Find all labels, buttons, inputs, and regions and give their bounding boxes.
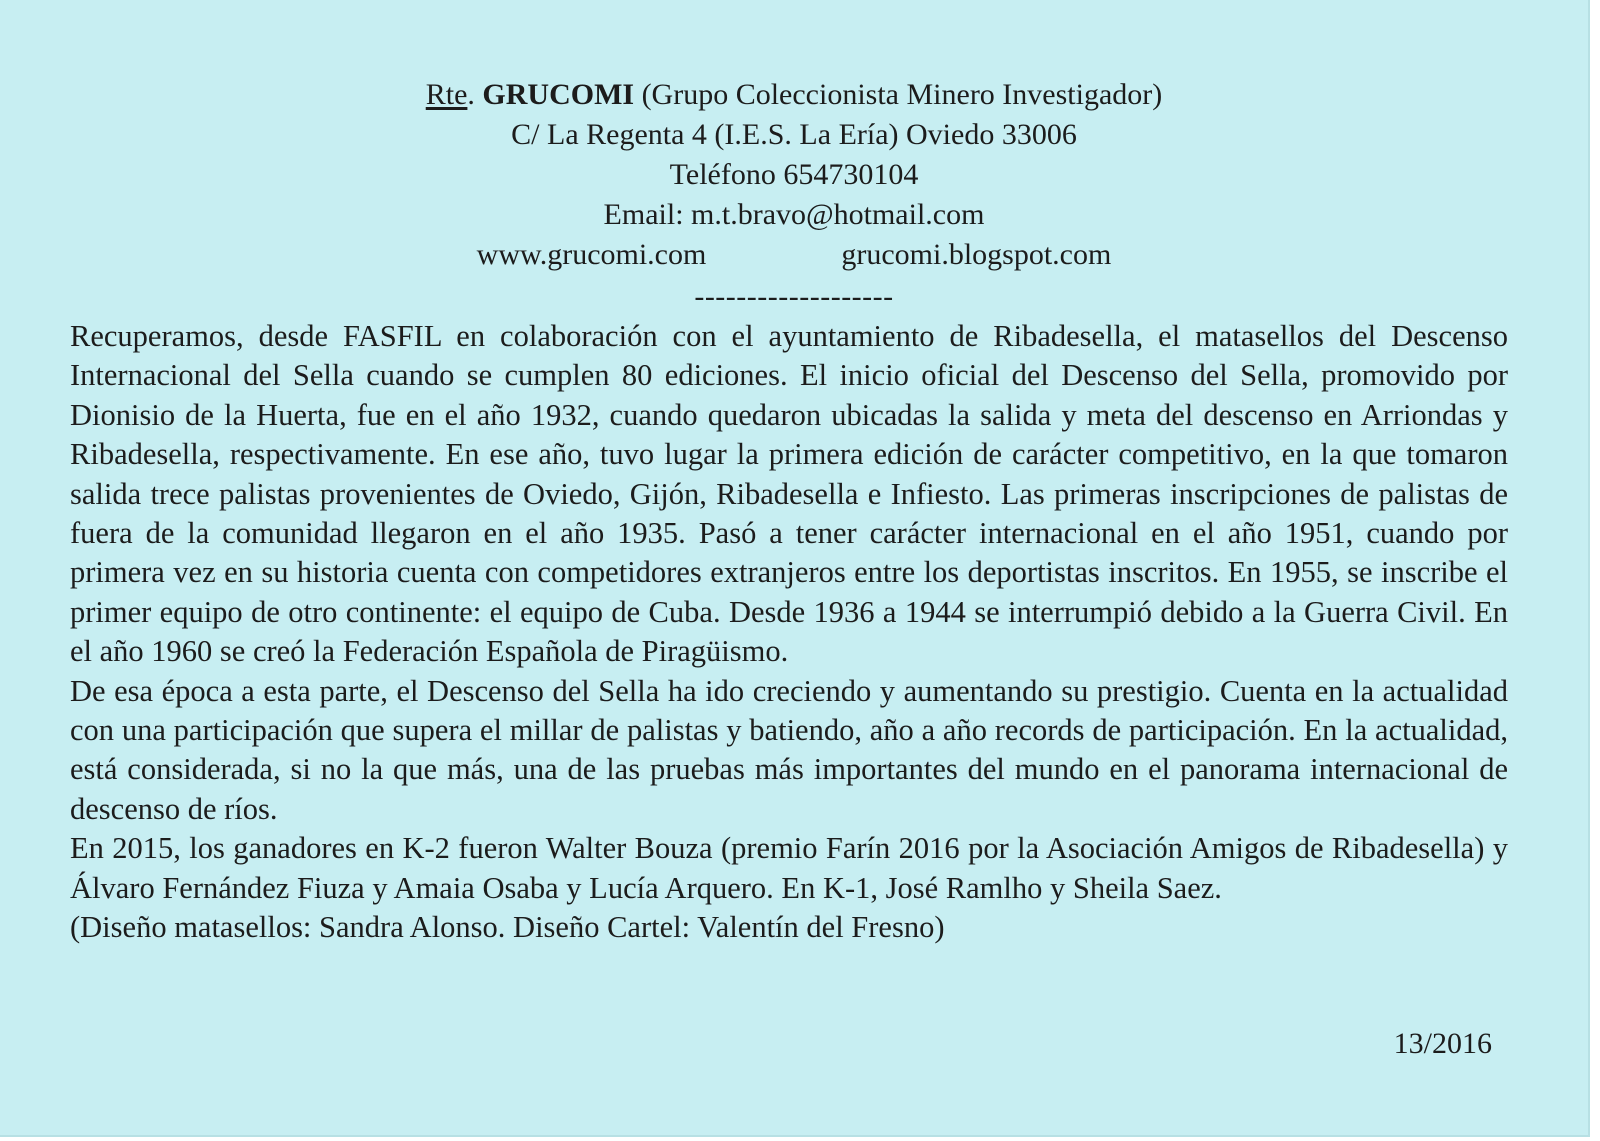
blog-link[interactable]: grucomi.blogspot.com — [841, 238, 1112, 271]
paragraph-winners: En 2015, los ganadores en K-2 fueron Walter Bouza (premio Farín 2016 por la Asociación Amigos de Ribadesella) y Álvaro Fernández Fiuza y Amaia Osaba y Lucía Arquero. En K-1, José Ramlho y Sheila Saez. — [70, 831, 1508, 905]
body-text — [70, 317, 1508, 948]
sender-label-dot: . — [467, 78, 475, 111]
sender-header — [0, 75, 1588, 317]
issue-number: 13/2016 — [1393, 1027, 1492, 1060]
organization-full-name: (Grupo Coleccionista Minero Investigador) — [641, 78, 1163, 111]
paragraph-credits: (Diseño matasellos: Sandra Alonso. Diseño Cartel: Valentín del Fresno) — [70, 910, 945, 945]
email-line: Email: m.t.bravo@hotmail.com — [603, 198, 985, 231]
address-line: C/ La Regenta 4 (I.E.S. La Ería) Oviedo 33006 — [511, 118, 1077, 151]
sender-label: Rte — [425, 78, 468, 111]
phone-line: Teléfono 654730104 — [669, 158, 919, 191]
header-divider: ------------------- — [694, 280, 894, 313]
sender-line — [0, 75, 1588, 115]
paragraph-prestige: De esa época a esta parte, el Descenso del Sella ha ido creciendo y aumentando su prestigio. Cuenta en la actualidad con una participación que supera el millar de palistas y batiendo, año a año records de participación. En la actualidad, está considerada, si no la que más, una de las pruebas más importantes del mundo en el panorama internacional de descenso de ríos. — [70, 673, 1508, 826]
web-line — [0, 235, 1588, 275]
paragraph-history: Recuperamos, desde FASFIL en colaboración con el ayuntamiento de Ribadesella, el matasellos del Descenso Internacional del Sella cuando se cumplen 80 ediciones. El inicio oficial del Descenso del Sella, promovido por Dionisio de la Huerta, fue en el año 1932, cuando quedaron ubicadas la salida y meta del descenso en Arriondas y Ribadesella, respectivamente. En ese año, tuvo lugar la primera edición de carácter competitivo, en la que tomaron salida trece palistas provenientes de Oviedo, Gijón, Ribadesella e Infiesto. Las primeras inscripciones de palistas de fuera de la comunidad llegaron en el año 1935. Pasó a tener carácter internacional en el año 1951, cuando por primera vez en su historia cuenta con competidores extranjeros entre los deportistas inscritos. En 1955, se inscribe el primer equipo de otro continente: el equipo de Cuba. Desde 1936 a 1944 se interrumpió debido a la Guerra Civil. En el año 1960 se creó la Federación Española de Piragüismo. — [70, 319, 1508, 669]
organization-name: GRUCOMI — [482, 78, 635, 111]
website-link[interactable]: www.grucomi.com — [476, 238, 707, 271]
